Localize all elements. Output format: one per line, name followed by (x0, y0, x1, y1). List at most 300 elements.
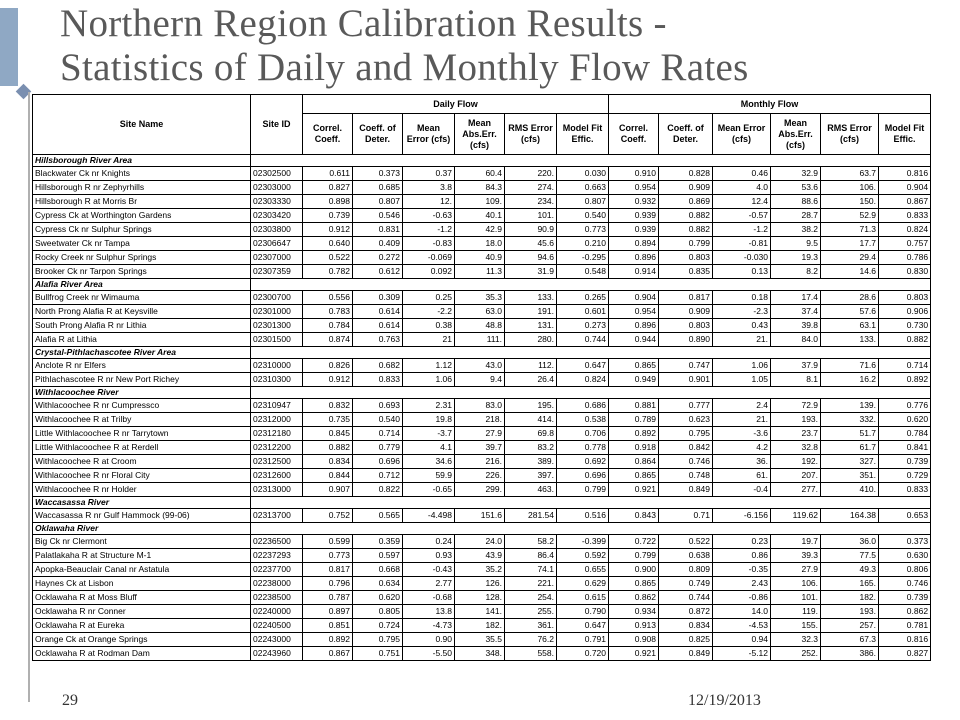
value-cell: 0.944 (609, 333, 659, 347)
value-cell: 218. (455, 413, 505, 427)
value-cell: 192. (771, 455, 821, 469)
value-cell: 193. (821, 605, 879, 619)
value-cell: 19.3 (771, 251, 821, 265)
value-cell: 0.409 (353, 237, 403, 251)
value-cell: 193. (771, 413, 821, 427)
value-cell: 0.778 (557, 441, 609, 455)
value-cell: 0.46 (713, 167, 771, 181)
value-cell: 38.2 (771, 223, 821, 237)
value-cell: 21. (713, 333, 771, 347)
slide-title (60, 2, 940, 90)
value-cell: 14.0 (713, 605, 771, 619)
value-cell: 207. (771, 469, 821, 483)
value-cell: 32.3 (771, 633, 821, 647)
value-cell: -1.2 (713, 223, 771, 237)
value-cell: 0.934 (609, 605, 659, 619)
site-id-cell: 02240000 (251, 605, 303, 619)
value-cell: 0.909 (659, 305, 713, 319)
section-title: Hillsborough River Area (33, 155, 251, 167)
value-cell: 0.831 (353, 223, 403, 237)
value-cell: 0.71 (659, 509, 713, 523)
value-cell: 32.8 (771, 441, 821, 455)
value-cell: 389. (505, 455, 557, 469)
value-cell: 195. (505, 399, 557, 413)
value-cell: 2.43 (713, 577, 771, 591)
value-cell: 37.9 (771, 359, 821, 373)
value-cell: 0.851 (303, 619, 353, 633)
value-cell: 0.954 (609, 305, 659, 319)
daily-col-header: RMS Error (cfs) (505, 114, 557, 155)
value-cell: 12.4 (713, 195, 771, 209)
daily-flow-header: Daily Flow (303, 95, 609, 114)
value-cell: 0.620 (353, 591, 403, 605)
value-cell: 0.817 (303, 563, 353, 577)
value-cell: 0.653 (879, 509, 931, 523)
value-cell: 4.1 (403, 441, 455, 455)
value-cell: 9.4 (455, 373, 505, 387)
value-cell: 0.809 (659, 563, 713, 577)
value-cell: 0.830 (879, 265, 931, 279)
value-cell: 0.729 (879, 469, 931, 483)
value-cell: 27.9 (455, 427, 505, 441)
value-cell: 0.834 (303, 455, 353, 469)
value-cell: 280. (505, 333, 557, 347)
value-cell: 0.824 (557, 373, 609, 387)
value-cell: 0.030 (557, 167, 609, 181)
value-cell: 0.13 (713, 265, 771, 279)
table-row (33, 181, 931, 195)
value-cell: 0.932 (609, 195, 659, 209)
value-cell: 226. (455, 469, 505, 483)
table-row (33, 359, 931, 373)
value-cell: 101. (505, 209, 557, 223)
value-cell: 0.803 (659, 251, 713, 265)
value-cell: 69.8 (505, 427, 557, 441)
value-cell: 299. (455, 483, 505, 497)
value-cell: -0.65 (403, 483, 455, 497)
table-row (33, 563, 931, 577)
value-cell: 0.359 (353, 535, 403, 549)
site-id-cell: 02303000 (251, 181, 303, 195)
value-cell: 182. (455, 619, 505, 633)
value-cell: 0.744 (557, 333, 609, 347)
site-name-cell: Big Ck nr Clermont (33, 535, 251, 549)
value-cell: 0.918 (609, 441, 659, 455)
value-cell: 0.865 (609, 577, 659, 591)
value-cell: 0.597 (353, 549, 403, 563)
value-cell: 0.647 (557, 359, 609, 373)
value-cell: 0.714 (353, 427, 403, 441)
value-cell: 0.614 (353, 305, 403, 319)
site-id-cell: 02301000 (251, 305, 303, 319)
value-cell: 0.842 (659, 441, 713, 455)
value-cell: 0.746 (659, 455, 713, 469)
value-cell: 0.630 (879, 549, 931, 563)
section-row (33, 387, 931, 399)
section-empty-cell (251, 387, 931, 399)
site-id-cell: 02237293 (251, 549, 303, 563)
table-row (33, 265, 931, 279)
monthly-col-header: Coeff. of Deter. (659, 114, 713, 155)
value-cell: 1.05 (713, 373, 771, 387)
value-cell: 0.24 (403, 535, 455, 549)
value-cell: 0.954 (609, 181, 659, 195)
value-cell: 109. (455, 195, 505, 209)
site-name-cell: Palatlakaha R at Structure M-1 (33, 549, 251, 563)
value-cell: 0.862 (609, 591, 659, 605)
site-id-cell: 02313700 (251, 509, 303, 523)
value-cell: 0.845 (303, 427, 353, 441)
value-cell: 0.373 (353, 167, 403, 181)
value-cell: 463. (505, 483, 557, 497)
value-cell: 0.634 (353, 577, 403, 591)
value-cell: -0.83 (403, 237, 455, 251)
value-cell: 0.94 (713, 633, 771, 647)
value-cell: 0.546 (353, 209, 403, 223)
value-cell: 0.592 (557, 549, 609, 563)
value-cell: 2.31 (403, 399, 455, 413)
section-title: Crystal-Pithlachascotee River Area (33, 347, 251, 359)
value-cell: -0.86 (713, 591, 771, 605)
value-cell: 0.638 (659, 549, 713, 563)
value-cell: 0.373 (879, 535, 931, 549)
value-cell: 191. (505, 305, 557, 319)
site-name-cell: Pithlachascotee R nr New Port Richey (33, 373, 251, 387)
site-name-cell: Withlacoochee R at Trilby (33, 413, 251, 427)
value-cell: 106. (771, 577, 821, 591)
value-cell: 0.826 (303, 359, 353, 373)
value-cell: 0.556 (303, 291, 353, 305)
value-cell: 0.751 (353, 647, 403, 661)
value-cell: 0.881 (609, 399, 659, 413)
value-cell: 119. (771, 605, 821, 619)
value-cell: 0.833 (879, 209, 931, 223)
value-cell: 0.806 (879, 563, 931, 577)
value-cell: 19.8 (403, 413, 455, 427)
value-cell: 0.623 (659, 413, 713, 427)
site-name-cell: South Prong Alafia R nr Lithia (33, 319, 251, 333)
value-cell: 0.832 (303, 399, 353, 413)
value-cell: 0.516 (557, 509, 609, 523)
value-cell: 24.0 (455, 535, 505, 549)
section-empty-cell (251, 155, 931, 167)
value-cell: 0.757 (879, 237, 931, 251)
site-name-cell: Bullfrog Creek nr Wimauma (33, 291, 251, 305)
value-cell: 0.25 (403, 291, 455, 305)
value-cell: 0.921 (609, 483, 659, 497)
value-cell: 255. (505, 605, 557, 619)
value-cell: 8.2 (771, 265, 821, 279)
value-cell: 26.4 (505, 373, 557, 387)
value-cell: 0.749 (659, 577, 713, 591)
value-cell: 76.2 (505, 633, 557, 647)
site-name-cell: Sweetwater Ck nr Tampa (33, 237, 251, 251)
value-cell: 72.9 (771, 399, 821, 413)
daily-col-header: Model Fit Effic. (557, 114, 609, 155)
value-cell: 0.904 (609, 291, 659, 305)
value-cell: 0.835 (659, 265, 713, 279)
value-cell: -2.2 (403, 305, 455, 319)
value-cell: 59.9 (403, 469, 455, 483)
daily-col-header: Mean Abs.Err. (cfs) (455, 114, 505, 155)
value-cell: 0.833 (879, 483, 931, 497)
value-cell: 0.828 (659, 167, 713, 181)
value-cell: 0.93 (403, 549, 455, 563)
value-cell: -6.156 (713, 509, 771, 523)
table-row (33, 483, 931, 497)
page-number: 29 (62, 692, 78, 709)
value-cell: 0.892 (303, 633, 353, 647)
value-cell: 234. (505, 195, 557, 209)
value-cell: 0.807 (557, 195, 609, 209)
daily-col-header: Coeff. of Deter. (353, 114, 403, 155)
monthly-col-header: Mean Error (cfs) (713, 114, 771, 155)
value-cell: 0.744 (659, 591, 713, 605)
value-cell: 2.77 (403, 577, 455, 591)
value-cell: -0.63 (403, 209, 455, 223)
site-name-cell: Blackwater Ck nr Knights (33, 167, 251, 181)
value-cell: 0.844 (303, 469, 353, 483)
value-cell: 0.686 (557, 399, 609, 413)
section-empty-cell (251, 523, 931, 535)
value-cell: 0.799 (659, 237, 713, 251)
value-cell: 0.824 (879, 223, 931, 237)
value-cell: -0.399 (557, 535, 609, 549)
table-row (33, 577, 931, 591)
value-cell: 1.12 (403, 359, 455, 373)
value-cell: 0.735 (303, 413, 353, 427)
value-cell: 386. (821, 647, 879, 661)
value-cell: 67.3 (821, 633, 879, 647)
calibration-table (32, 94, 931, 661)
value-cell: 220. (505, 167, 557, 181)
value-cell: -0.295 (557, 251, 609, 265)
value-cell: 0.816 (879, 633, 931, 647)
value-cell: 0.908 (609, 633, 659, 647)
value-cell: 90.9 (505, 223, 557, 237)
value-cell: 1.06 (713, 359, 771, 373)
title-line-2: Statistics of Daily and Monthly Flow Rates (60, 46, 749, 89)
value-cell: 332. (821, 413, 879, 427)
monthly-col-header: Model Fit Effic. (879, 114, 931, 155)
value-cell: 0.18 (713, 291, 771, 305)
value-cell: 133. (505, 291, 557, 305)
table-row (33, 291, 931, 305)
footer-date: 12/19/2013 (688, 692, 761, 709)
value-cell: 151.6 (455, 509, 505, 523)
value-cell: 141. (455, 605, 505, 619)
value-cell: 13.8 (403, 605, 455, 619)
site-name-cell: Cypress Ck at Worthington Gardens (33, 209, 251, 223)
value-cell: 39.3 (771, 549, 821, 563)
site-name-cell: Anclote R nr Elfers (33, 359, 251, 373)
table-row (33, 469, 931, 483)
value-cell: -4.73 (403, 619, 455, 633)
site-id-cell: 02306647 (251, 237, 303, 251)
table-row (33, 591, 931, 605)
value-cell: 111. (455, 333, 505, 347)
daily-col-header: Mean Error (cfs) (403, 114, 455, 155)
site-name-cell: Waccasassa R nr Gulf Hammock (99-06) (33, 509, 251, 523)
table-row (33, 209, 931, 223)
site-name-cell: Hillsborough R nr Zephyrhills (33, 181, 251, 195)
section-row (33, 523, 931, 535)
value-cell: 0.799 (609, 549, 659, 563)
value-cell: 83.2 (505, 441, 557, 455)
value-cell: 0.869 (659, 195, 713, 209)
value-cell: 133. (821, 333, 879, 347)
site-name-cell: Cypress Ck nr Sulphur Springs (33, 223, 251, 237)
value-cell: 0.894 (609, 237, 659, 251)
value-cell: 49.3 (821, 563, 879, 577)
value-cell: 0.601 (557, 305, 609, 319)
value-cell: 0.682 (353, 359, 403, 373)
value-cell: 57.6 (821, 305, 879, 319)
value-cell: 1.06 (403, 373, 455, 387)
section-empty-cell (251, 347, 931, 359)
value-cell: 0.906 (879, 305, 931, 319)
value-cell: 0.565 (353, 509, 403, 523)
value-cell: 0.795 (353, 633, 403, 647)
value-cell: 40.9 (455, 251, 505, 265)
value-cell: 12. (403, 195, 455, 209)
value-cell: 29.4 (821, 251, 879, 265)
daily-col-header: Correl. Coeff. (303, 114, 353, 155)
value-cell: 0.786 (879, 251, 931, 265)
value-cell: -1.2 (403, 223, 455, 237)
value-cell: 0.803 (659, 319, 713, 333)
value-cell: 43.0 (455, 359, 505, 373)
value-cell: 0.712 (353, 469, 403, 483)
site-name-header: Site Name (33, 95, 251, 155)
site-name-cell: Ocklawaha R at Eureka (33, 619, 251, 633)
value-cell: 0.747 (659, 359, 713, 373)
site-id-cell: 02300700 (251, 291, 303, 305)
site-id-cell: 02243000 (251, 633, 303, 647)
value-cell: 17.7 (821, 237, 879, 251)
site-name-cell: Withlacoochee R nr Cumpressco (33, 399, 251, 413)
value-cell: 31.9 (505, 265, 557, 279)
table-row (33, 251, 931, 265)
value-cell: 88.6 (771, 195, 821, 209)
value-cell: 0.825 (659, 633, 713, 647)
site-name-cell: Orange Ck at Orange Springs (33, 633, 251, 647)
value-cell: 45.6 (505, 237, 557, 251)
value-cell: 4.0 (713, 181, 771, 195)
section-row (33, 497, 931, 509)
table-row (33, 535, 931, 549)
value-cell: 0.86 (713, 549, 771, 563)
site-name-cell: Brooker Ck nr Tarpon Springs (33, 265, 251, 279)
value-cell: 94.6 (505, 251, 557, 265)
value-cell: 0.273 (557, 319, 609, 333)
value-cell: 0.647 (557, 619, 609, 633)
value-cell: -3.7 (403, 427, 455, 441)
value-cell: 35.5 (455, 633, 505, 647)
calibration-table-wrapper (32, 94, 930, 661)
value-cell: 0.790 (557, 605, 609, 619)
site-name-cell: Ocklawaha R at Moss Bluff (33, 591, 251, 605)
value-cell: 0.910 (609, 167, 659, 181)
value-cell: 0.872 (659, 605, 713, 619)
value-cell: 39.8 (771, 319, 821, 333)
value-cell: -0.030 (713, 251, 771, 265)
site-id-cell: 02310947 (251, 399, 303, 413)
value-cell: 34.6 (403, 455, 455, 469)
value-cell: 0.834 (659, 619, 713, 633)
site-name-cell: Alafia R at Lithia (33, 333, 251, 347)
table-row (33, 237, 931, 251)
site-name-cell: Little Withlacoochee R at Rerdell (33, 441, 251, 455)
value-cell: -2.3 (713, 305, 771, 319)
value-cell: 0.663 (557, 181, 609, 195)
value-cell: 216. (455, 455, 505, 469)
value-cell: 2.4 (713, 399, 771, 413)
value-cell: 101. (771, 591, 821, 605)
value-cell: 0.843 (609, 509, 659, 523)
value-cell: 17.4 (771, 291, 821, 305)
value-cell: 0.841 (879, 441, 931, 455)
value-cell: 274. (505, 181, 557, 195)
value-cell: 0.739 (303, 209, 353, 223)
site-id-cell: 02312000 (251, 413, 303, 427)
value-cell: 0.265 (557, 291, 609, 305)
value-cell: 0.795 (659, 427, 713, 441)
value-cell: 0.714 (879, 359, 931, 373)
value-cell: 0.817 (659, 291, 713, 305)
site-id-cell: 02312180 (251, 427, 303, 441)
value-cell: 86.4 (505, 549, 557, 563)
site-name-cell: North Prong Alafia R at Keysville (33, 305, 251, 319)
site-id-cell: 02307000 (251, 251, 303, 265)
value-cell: 126. (455, 577, 505, 591)
value-cell: 119.62 (771, 509, 821, 523)
value-cell: 0.789 (609, 413, 659, 427)
section-empty-cell (251, 279, 931, 291)
header-row-group (33, 95, 931, 114)
value-cell: 254. (505, 591, 557, 605)
value-cell: 0.522 (659, 535, 713, 549)
value-cell: 252. (771, 647, 821, 661)
value-cell: -3.6 (713, 427, 771, 441)
value-cell: 0.739 (879, 591, 931, 605)
value-cell: 0.38 (403, 319, 455, 333)
value-cell: 348. (455, 647, 505, 661)
table-row (33, 223, 931, 237)
site-name-cell: Haynes Ck at Lisbon (33, 577, 251, 591)
site-name-cell: Ocklawaha R at Rodman Dam (33, 647, 251, 661)
value-cell: 0.746 (879, 577, 931, 591)
value-cell: 0.939 (609, 223, 659, 237)
value-cell: 0.548 (557, 265, 609, 279)
value-cell: 361. (505, 619, 557, 633)
value-cell: 35.3 (455, 291, 505, 305)
value-cell: 71.6 (821, 359, 879, 373)
value-cell: 0.896 (609, 251, 659, 265)
site-name-cell: Apopka-Beauclair Canal nr Astatula (33, 563, 251, 577)
value-cell: 155. (771, 619, 821, 633)
value-cell: 0.816 (879, 167, 931, 181)
value-cell: 0.865 (609, 359, 659, 373)
value-cell: 0.892 (879, 373, 931, 387)
site-name-cell: Withlacoochee R at Croom (33, 455, 251, 469)
value-cell: -0.81 (713, 237, 771, 251)
value-cell: -0.35 (713, 563, 771, 577)
value-cell: -0.57 (713, 209, 771, 223)
value-cell: 51.7 (821, 427, 879, 441)
value-cell: 397. (505, 469, 557, 483)
value-cell: 0.882 (879, 333, 931, 347)
